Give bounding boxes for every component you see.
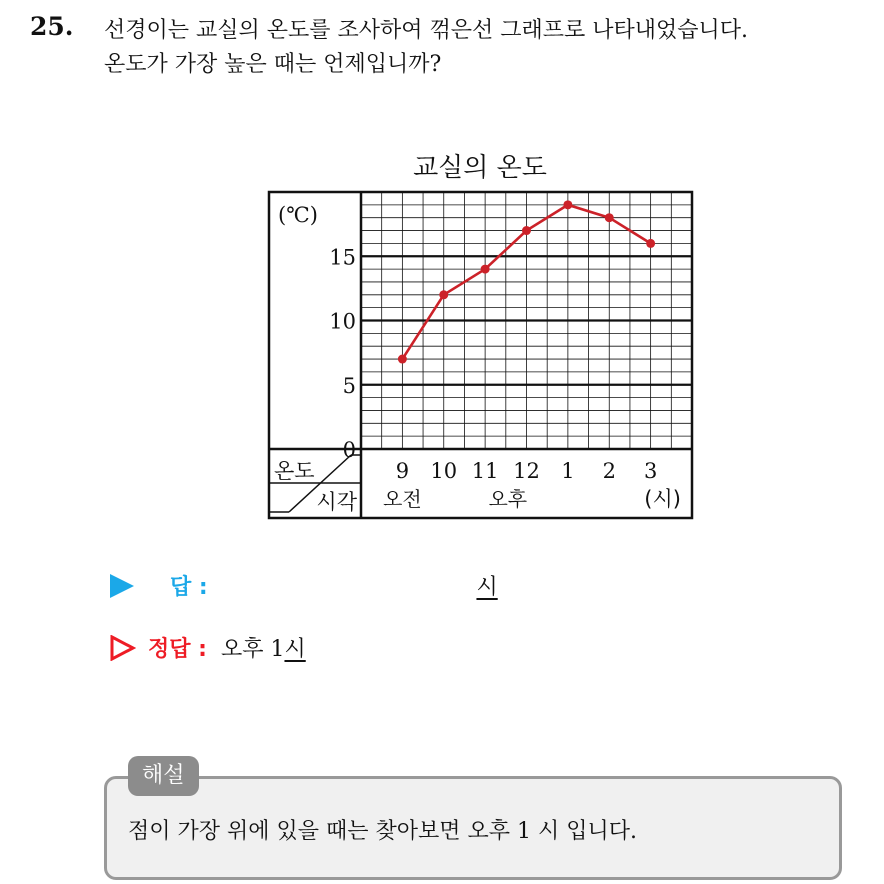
y-tick-label: 5 <box>342 373 356 398</box>
x-tick-label: 1 <box>561 459 575 483</box>
am-label: 오전 <box>383 487 422 511</box>
question-text <box>104 14 748 82</box>
temperature-point <box>605 213 614 222</box>
temperature-point <box>522 226 531 235</box>
explanation-tab: 해설 <box>128 756 199 796</box>
answer-arrow-icon <box>110 574 134 598</box>
x-tick-label: 11 <box>471 459 499 483</box>
pm-label: 오후 <box>488 487 528 511</box>
question-line-1: 선경이는 교실의 온도를 조사하여 꺾은선 그래프로 나타내었습니다. <box>104 18 749 43</box>
y-tick-label: 15 <box>329 245 356 270</box>
temperature-point <box>398 355 407 364</box>
answer-unit: 시 <box>476 575 498 600</box>
correct-answer-unit: 시 <box>284 637 306 662</box>
correct-answer-value: 오후 1 <box>220 637 285 662</box>
temperature-point <box>563 200 572 209</box>
temperature-line-chart <box>240 140 710 525</box>
header-bottom-label: 시각 <box>316 490 357 514</box>
correct-answer-label: 정답 : <box>148 637 207 662</box>
temperature-point <box>439 290 448 299</box>
x-tick-label: 2 <box>602 459 616 483</box>
x-tick-label: 10 <box>430 459 458 483</box>
x-tick-label: 9 <box>395 459 410 483</box>
explanation-text: 점이 가장 위에 있을 때는 찾아보면 오후 1 시 입니다. <box>128 819 637 844</box>
y-tick-label: 10 <box>329 309 356 334</box>
temperature-point <box>481 265 490 274</box>
y-tick-label: 0 <box>342 438 356 462</box>
y-axis-unit-label: (℃) <box>278 203 318 227</box>
header-top-label: 온도 <box>274 459 315 483</box>
chart-labels <box>274 203 681 514</box>
correct-answer-row <box>110 632 306 663</box>
question-number: 25. <box>30 12 74 41</box>
correct-arrow-icon <box>110 635 136 661</box>
x-unit-label: (시) <box>644 487 681 511</box>
chart-title: 교실의 온도 <box>413 153 547 183</box>
x-tick-label: 3 <box>643 459 658 483</box>
question-line-2: 온도가 가장 높은 때는 언제입니까? <box>104 52 442 77</box>
answer-row <box>110 570 498 601</box>
answer-label: 답 : <box>170 575 208 600</box>
x-tick-label: 12 <box>513 459 540 483</box>
answer-blank[interactable] <box>378 570 498 601</box>
temperature-point <box>646 239 655 248</box>
